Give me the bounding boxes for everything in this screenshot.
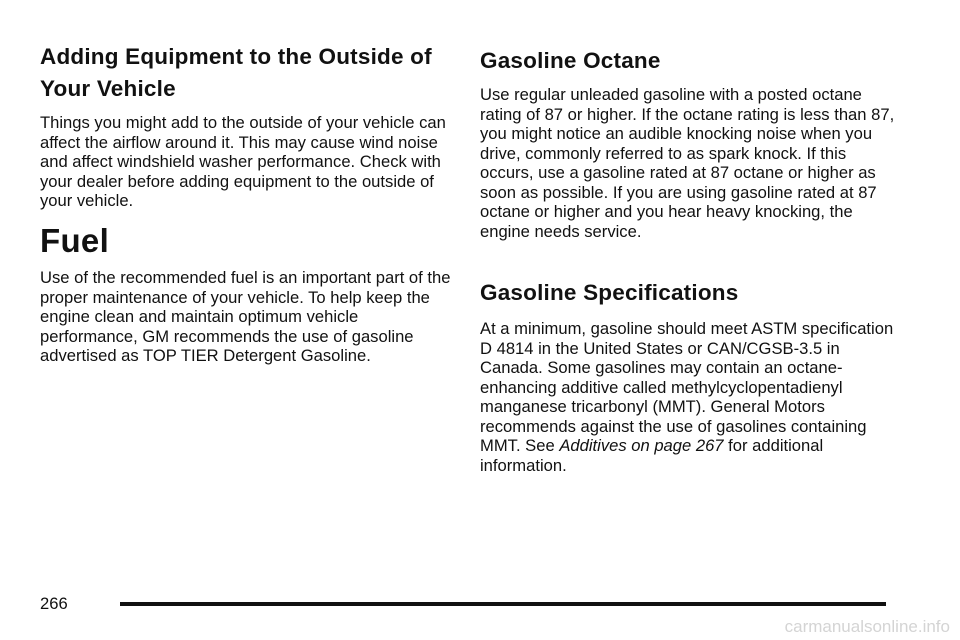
adding-equipment-paragraph: Things you might add to the outside of your vehicle can affect the airflow around it. This may cause wind noise and affect windshield washer performance. Check with your dealer before adding equipment to the outside of your vehicle.	[40, 113, 446, 210]
fuel-paragraph: Use of the recommended fuel is an important part of the proper maintenance of your vehicle. To help keep the engine clean and maintain optimum vehicle performance, GM recommends the use of gasoline advertised as TOP TIER Detergent Gasoline.	[40, 268, 451, 365]
gasoline-specifications-paragraph	[480, 319, 900, 475]
adding-equipment-heading: Adding Equipment to the Outside of Your Vehicle	[40, 44, 432, 101]
gasoline-octane-paragraph: Use regular unleaded gasoline with a posted octane rating of 87 or higher. If the octane rating is less than 87, you might notice an audible knocking noise when you drive, commonly referred to as spark knock. If this occurs, use a gasoline rated at 87 octane or higher as soon as possible. If you are using gasoline rated at 87 octane or higher and you hear heavy knocking, the engine needs service.	[480, 85, 895, 241]
watermark: carmanualsonline.info	[784, 617, 950, 636]
gasoline-specifications-heading: Gasoline Specifications	[480, 280, 739, 305]
gasoline-octane-heading: Gasoline Octane	[480, 48, 661, 73]
additives-cross-reference[interactable]: Additives on page 267	[559, 436, 724, 455]
specifications-tail-text: for additional information.	[480, 436, 824, 475]
fuel-heading: Fuel	[40, 222, 110, 259]
footer-rule	[120, 602, 886, 606]
page-number: 266	[40, 594, 68, 613]
specifications-text: At a minimum, gasoline should meet ASTM specification D 4814 in the United States or CAN/CGSB-3.5 in Canada. Some gasolines may contain an octane-enhancing additive called methylcyclopentadienyl manganese tricarbonyl (MMT). General Motors recommends against the use of gasolines containing MMT. See	[480, 319, 894, 455]
